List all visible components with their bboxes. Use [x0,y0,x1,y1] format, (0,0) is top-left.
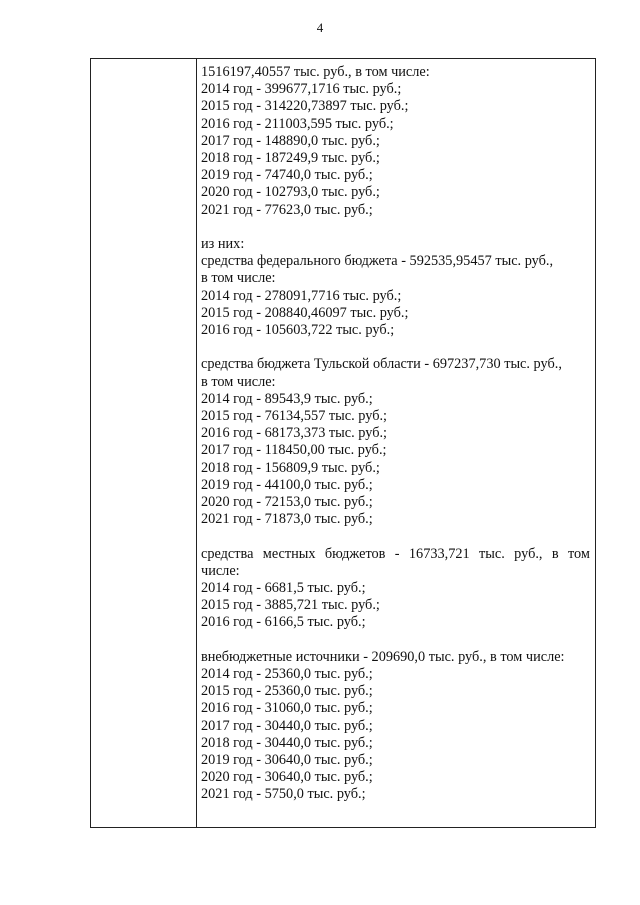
total-year-line: 2021 год - 77623,0 тыс. руб.; [201,201,373,218]
federal-year-line: 2015 год - 208840,46097 тыс. руб.; [201,304,409,321]
local-heading-word: 16733,721 [408,545,470,562]
table-column-divider [196,58,197,828]
regional-including: в том числе: [201,373,276,390]
total-year-line: 2019 год - 74740,0 тыс. руб.; [201,167,373,184]
local-heading-word: тыс. [479,545,505,562]
local-heading-word: - [394,545,400,562]
paragraph-gap [201,528,590,545]
local-year-line: 2015 год - 3885,721 тыс. руб.; [201,597,380,614]
federal-year-line: 2016 год - 105603,722 тыс. руб.; [201,322,395,339]
federal-heading: средства федерального бюджета - 592535,95457 тыс. руб., [201,253,554,270]
funding-cell [201,64,590,804]
offbudget-year-line: 2017 год - 30440,0 тыс. руб.; [201,717,373,734]
offbudget-year-line: 2015 год - 25360,0 тыс. руб.; [201,683,373,700]
local-heading-word: в [551,545,559,562]
regional-year-line: 2021 год - 71873,0 тыс. руб.; [201,511,373,528]
local-heading-word: руб., [514,545,543,562]
regional-year-line: 2015 год - 76134,557 тыс. руб.; [201,408,388,425]
regional-year-line: 2014 год - 89543,9 тыс. руб.; [201,390,373,407]
offbudget-year-line: 2018 год - 30440,0 тыс. руб.; [201,734,373,751]
total-year-line: 2014 год - 399677,1716 тыс. руб.; [201,81,402,98]
local-heading-word: бюджетов [324,545,386,562]
local-year-line: 2016 год - 6166,5 тыс. руб.; [201,614,366,631]
regional-heading: средства бюджета Тульской области - 697237,730 тыс. руб., [201,356,562,373]
regional-year-line: 2020 год - 72153,0 тыс. руб.; [201,494,373,511]
offbudget-year-line: 2019 год - 30640,0 тыс. руб.; [201,752,373,769]
regional-year-line: 2019 год - 44100,0 тыс. руб.; [201,476,373,493]
offbudget-year-line: 2014 год - 25360,0 тыс. руб.; [201,666,373,683]
total-intro: 1516197,40557 тыс. руб., в том числе: [201,64,430,80]
page-number: 4 [316,20,324,35]
total-year-line: 2015 год - 314220,73897 тыс. руб.; [201,98,409,115]
offbudget-year-line: 2016 год - 31060,0 тыс. руб.; [201,700,373,717]
local-heading-word: местных [262,545,316,562]
regional-year-line: 2018 год - 156809,9 тыс. руб.; [201,459,380,476]
offbudget-heading: внебюджетные источники - 209690,0 тыс. руб., в том числе: [201,648,565,665]
regional-year-line: 2017 год - 118450,00 тыс. руб.; [201,442,387,459]
total-year-line: 2018 год - 187249,9 тыс. руб.; [201,150,380,167]
offbudget-year-line: 2021 год - 5750,0 тыс. руб.; [201,786,366,803]
local-heading [201,546,590,563]
federal-including: в том числе: [201,270,276,287]
federal-year-line: 2014 год - 278091,7716 тыс. руб.; [201,287,402,304]
paragraph-gap [201,339,590,356]
of-which-label: из них: [201,236,245,253]
local-heading-word: том [567,545,590,562]
paragraph-gap [201,632,590,649]
regional-year-line: 2016 год - 68173,373 тыс. руб.; [201,425,388,442]
offbudget-year-line: 2020 год - 30640,0 тыс. руб.; [201,769,373,786]
local-including: числе: [201,562,240,579]
local-heading-word: средства [201,545,254,562]
local-year-line: 2014 год - 6681,5 тыс. руб.; [201,580,366,597]
total-year-line: 2020 год - 102793,0 тыс. руб.; [201,184,380,201]
total-year-line: 2017 год - 148890,0 тыс. руб.; [201,132,380,149]
paragraph-gap [201,219,590,236]
total-year-line: 2016 год - 211003,595 тыс. руб.; [201,115,394,132]
